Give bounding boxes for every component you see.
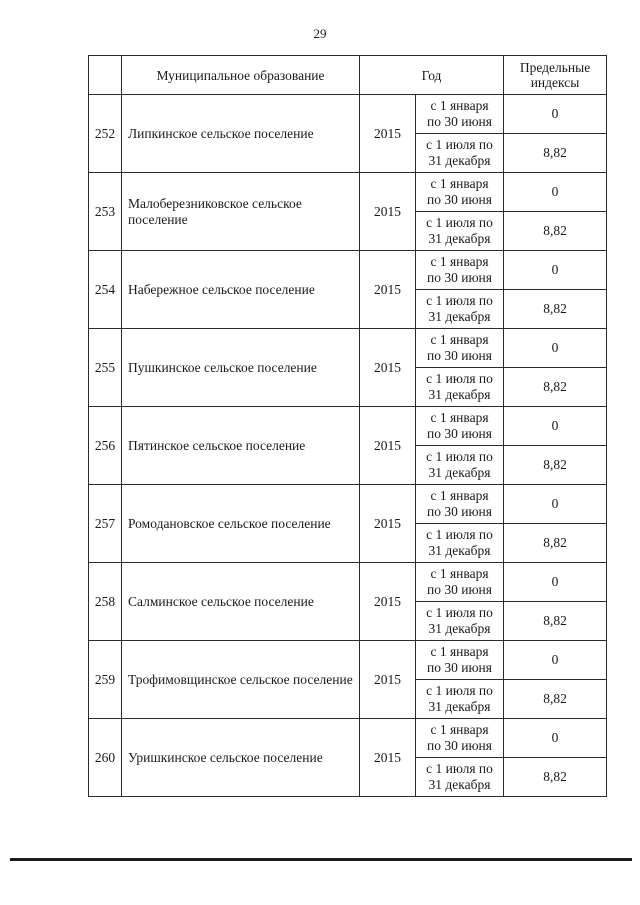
period-line-1: с 1 июля по <box>426 761 493 776</box>
index-value: 0 <box>504 407 607 446</box>
tariff-index-table <box>88 55 607 797</box>
period-line-1: с 1 июля по <box>426 371 493 386</box>
table-row <box>89 641 607 680</box>
header-number <box>89 56 122 95</box>
period-line-2: по 30 июня <box>427 426 492 441</box>
row-number: 255 <box>89 329 122 407</box>
index-value: 0 <box>504 329 607 368</box>
table-row <box>89 251 607 290</box>
row-number: 254 <box>89 251 122 329</box>
period-line-2: 31 декабря <box>428 387 491 402</box>
table-row <box>89 563 607 602</box>
index-value: 8,82 <box>504 446 607 485</box>
row-year: 2015 <box>360 641 416 719</box>
period-cell <box>416 251 504 290</box>
index-value: 8,82 <box>504 602 607 641</box>
index-value: 8,82 <box>504 368 607 407</box>
index-value: 8,82 <box>504 524 607 563</box>
index-value: 0 <box>504 719 607 758</box>
row-number: 260 <box>89 719 122 797</box>
period-line-1: с 1 июля по <box>426 137 493 152</box>
row-year: 2015 <box>360 485 416 563</box>
period-line-2: по 30 июня <box>427 738 492 753</box>
period-line-2: 31 декабря <box>428 309 491 324</box>
index-value: 0 <box>504 95 607 134</box>
period-line-1: с 1 января <box>430 176 489 191</box>
municipality-name: Ромодановское сельское поселение <box>122 485 360 563</box>
period-cell <box>416 524 504 563</box>
row-year: 2015 <box>360 563 416 641</box>
index-value: 8,82 <box>504 212 607 251</box>
period-line-1: с 1 января <box>430 254 489 269</box>
index-value: 0 <box>504 251 607 290</box>
table-row <box>89 329 607 368</box>
period-line-2: 31 декабря <box>428 465 491 480</box>
period-line-2: по 30 июня <box>427 582 492 597</box>
table-body <box>89 56 607 797</box>
period-cell <box>416 758 504 797</box>
period-line-1: с 1 июля по <box>426 449 493 464</box>
period-line-1: с 1 января <box>430 488 489 503</box>
period-line-2: по 30 июня <box>427 504 492 519</box>
table-row <box>89 485 607 524</box>
row-number: 256 <box>89 407 122 485</box>
row-year: 2015 <box>360 407 416 485</box>
row-number: 253 <box>89 173 122 251</box>
row-year: 2015 <box>360 173 416 251</box>
period-line-1: с 1 января <box>430 644 489 659</box>
period-cell <box>416 212 504 251</box>
period-cell <box>416 446 504 485</box>
period-line-2: 31 декабря <box>428 153 491 168</box>
period-cell <box>416 407 504 446</box>
period-cell <box>416 563 504 602</box>
period-line-1: с 1 января <box>430 332 489 347</box>
period-line-2: по 30 июня <box>427 660 492 675</box>
period-line-1: с 1 января <box>430 566 489 581</box>
period-cell <box>416 95 504 134</box>
row-year: 2015 <box>360 719 416 797</box>
period-line-1: с 1 января <box>430 410 489 425</box>
period-cell <box>416 719 504 758</box>
row-number: 259 <box>89 641 122 719</box>
period-cell <box>416 134 504 173</box>
table-row <box>89 719 607 758</box>
index-value: 0 <box>504 641 607 680</box>
period-line-1: с 1 января <box>430 98 489 113</box>
municipality-name: Малоберезниковское сельское поселение <box>122 173 360 251</box>
row-year: 2015 <box>360 329 416 407</box>
row-year: 2015 <box>360 251 416 329</box>
period-line-1: с 1 июля по <box>426 215 493 230</box>
municipality-name: Набережное сельское поселение <box>122 251 360 329</box>
table-header-row <box>89 56 607 95</box>
period-cell <box>416 602 504 641</box>
index-value: 0 <box>504 173 607 212</box>
municipality-name: Уришкинское сельское поселение <box>122 719 360 797</box>
period-line-2: по 30 июня <box>427 348 492 363</box>
row-number: 252 <box>89 95 122 173</box>
period-line-2: 31 декабря <box>428 699 491 714</box>
period-line-2: 31 декабря <box>428 777 491 792</box>
period-line-2: по 30 июня <box>427 192 492 207</box>
period-line-2: по 30 июня <box>427 270 492 285</box>
table-row <box>89 173 607 212</box>
index-value: 0 <box>504 563 607 602</box>
period-line-2: по 30 июня <box>427 114 492 129</box>
page-number: 29 <box>313 26 327 41</box>
period-cell <box>416 641 504 680</box>
period-cell <box>416 368 504 407</box>
period-line-2: 31 декабря <box>428 543 491 558</box>
municipality-name: Трофимовщинское сельское поселение <box>122 641 360 719</box>
row-year: 2015 <box>360 95 416 173</box>
header-index: Предельные индексы <box>504 56 607 95</box>
municipality-name: Пушкинское сельское поселение <box>122 329 360 407</box>
footer-rule <box>10 858 632 861</box>
period-cell <box>416 680 504 719</box>
municipality-name: Салминское сельское поселение <box>122 563 360 641</box>
row-number: 257 <box>89 485 122 563</box>
period-line-1: с 1 июля по <box>426 293 493 308</box>
index-value: 8,82 <box>504 134 607 173</box>
period-line-2: 31 декабря <box>428 231 491 246</box>
table-row <box>89 407 607 446</box>
period-line-1: с 1 января <box>430 722 489 737</box>
index-value: 0 <box>504 485 607 524</box>
period-line-1: с 1 июля по <box>426 527 493 542</box>
row-number: 258 <box>89 563 122 641</box>
period-line-1: с 1 июля по <box>426 605 493 620</box>
header-year: Год <box>360 56 504 95</box>
period-cell <box>416 329 504 368</box>
index-value: 8,82 <box>504 290 607 329</box>
period-line-1: с 1 июля по <box>426 683 493 698</box>
header-municipality: Муниципальное образование <box>122 56 360 95</box>
municipality-name: Липкинское сельское поселение <box>122 95 360 173</box>
index-value: 8,82 <box>504 758 607 797</box>
period-cell <box>416 485 504 524</box>
index-value: 8,82 <box>504 680 607 719</box>
municipality-name: Пятинское сельское поселение <box>122 407 360 485</box>
table-row <box>89 95 607 134</box>
period-cell <box>416 173 504 212</box>
period-line-2: 31 декабря <box>428 621 491 636</box>
period-cell <box>416 290 504 329</box>
